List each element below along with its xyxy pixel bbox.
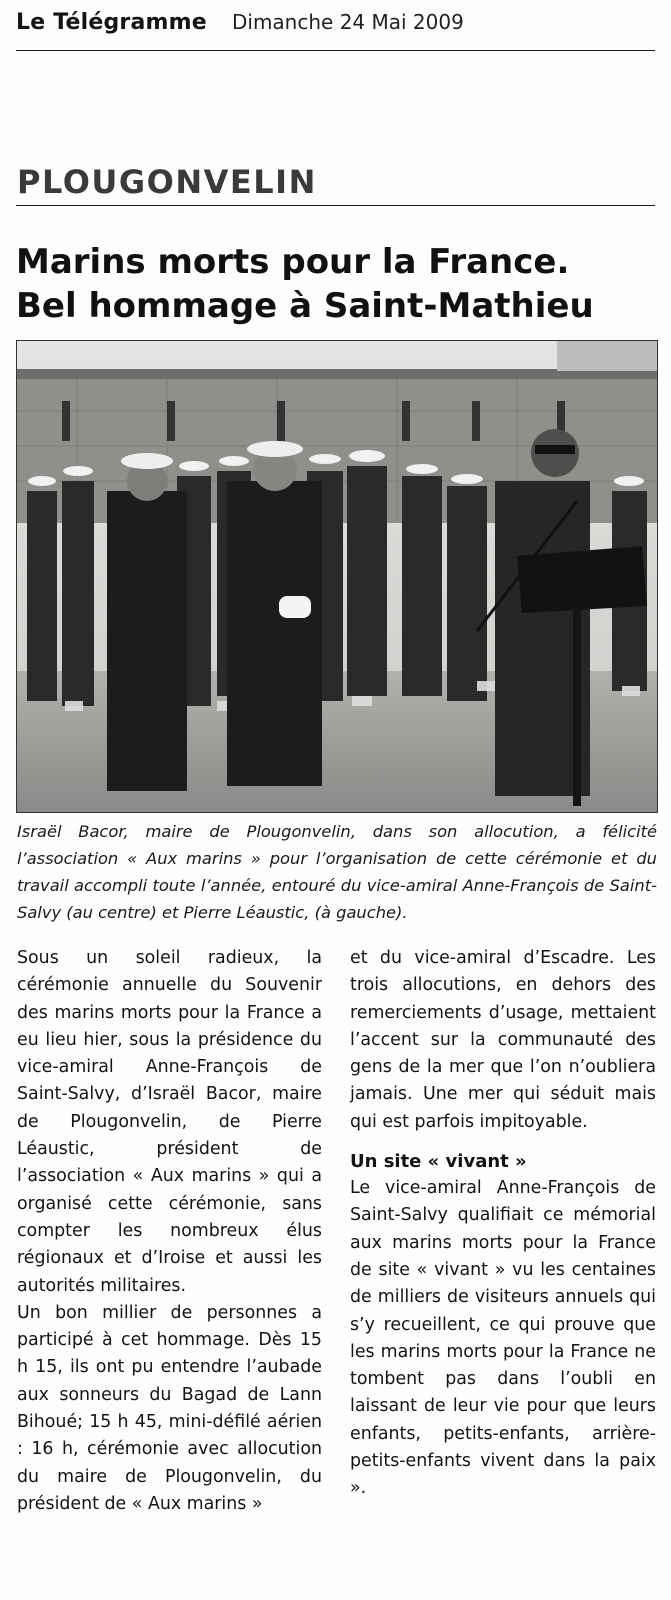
- article-paragraph: Sous un soleil radieux, la cérémonie annuelle du Souvenir des marins morts pour la France a eu lieu hier, sous la présidence du vice-amiral Anne-François de Saint-Salvy, d’Israël Bacor, maire de Plougonvelin, de Pierre Léaustic, président de l’association « Aux marins » qui a organisé cette cérémonie, sans compter les nombreux élus régionaux et d’Iroise et aussi les autorités militaires.: [17, 948, 322, 1296]
- article-column-left: [17, 945, 322, 1518]
- issue-date: Dimanche 24 Mai 2009: [231, 10, 464, 34]
- headline-line-1: Marins morts pour la France.: [16, 242, 570, 282]
- ceremony-photo: [16, 340, 658, 813]
- article-paragraph: Le vice-amiral Anne-François de Saint-Salvy qualifiait ce mémorial aux marins morts pour la France de site « vivant » vu les centaines de milliers de visiteurs annuels qui s’y recueillent, ce qui prouve que les marins morts pour la France ne tombent pas dans l’oubli en laissant de leur vie pour que leurs enfants, petits-enfants, arrière-petits-enfants vivent dans la paix ».: [350, 1178, 656, 1499]
- article-paragraph: Un bon millier de personnes a participé à cet hommage. Dès 15 h 15, ils ont pu entendre l’aubade aux sonneurs du Bagad de Lann Bihoué; 15 h 45, mini-défilé aérien : 16 h, cérémonie avec allocution du maire de Plougonvelin, du président de « Aux marins »: [17, 1302, 322, 1514]
- newspaper-name: Le Télégramme: [16, 10, 207, 35]
- ceremony-photo-icon: [17, 341, 657, 812]
- headline-line-2: Bel hommage à Saint-Mathieu: [16, 286, 594, 326]
- article-subheading: Un site « vivant »: [350, 1151, 527, 1173]
- masthead-rule: [16, 50, 655, 51]
- section-rule: [16, 205, 655, 206]
- headline: [16, 240, 661, 328]
- article-column-right: [350, 945, 656, 1503]
- article-paragraph: et du vice-amiral d’Escadre. Les trois allocutions, en dehors des remerciements d’usage, mettaient l’accent sur la communauté des gens de la mer que l’on n’oubliera jamais. Une mer qui séduit mais qui est parfois impitoyable.: [350, 948, 656, 1132]
- section-title: PLOUGONVELIN: [17, 163, 317, 201]
- masthead: [16, 10, 655, 44]
- photo-caption: Israël Bacor, maire de Plougonvelin, dans son allocution, a félicité l’association « Aux marins » pour l’organisation de cette cérémonie et du travail accompli toute l’année, entouré du vice-amiral Anne-François de Saint-Salvy (au centre) et Pierre Léaustic, (à gauche).: [17, 822, 657, 922]
